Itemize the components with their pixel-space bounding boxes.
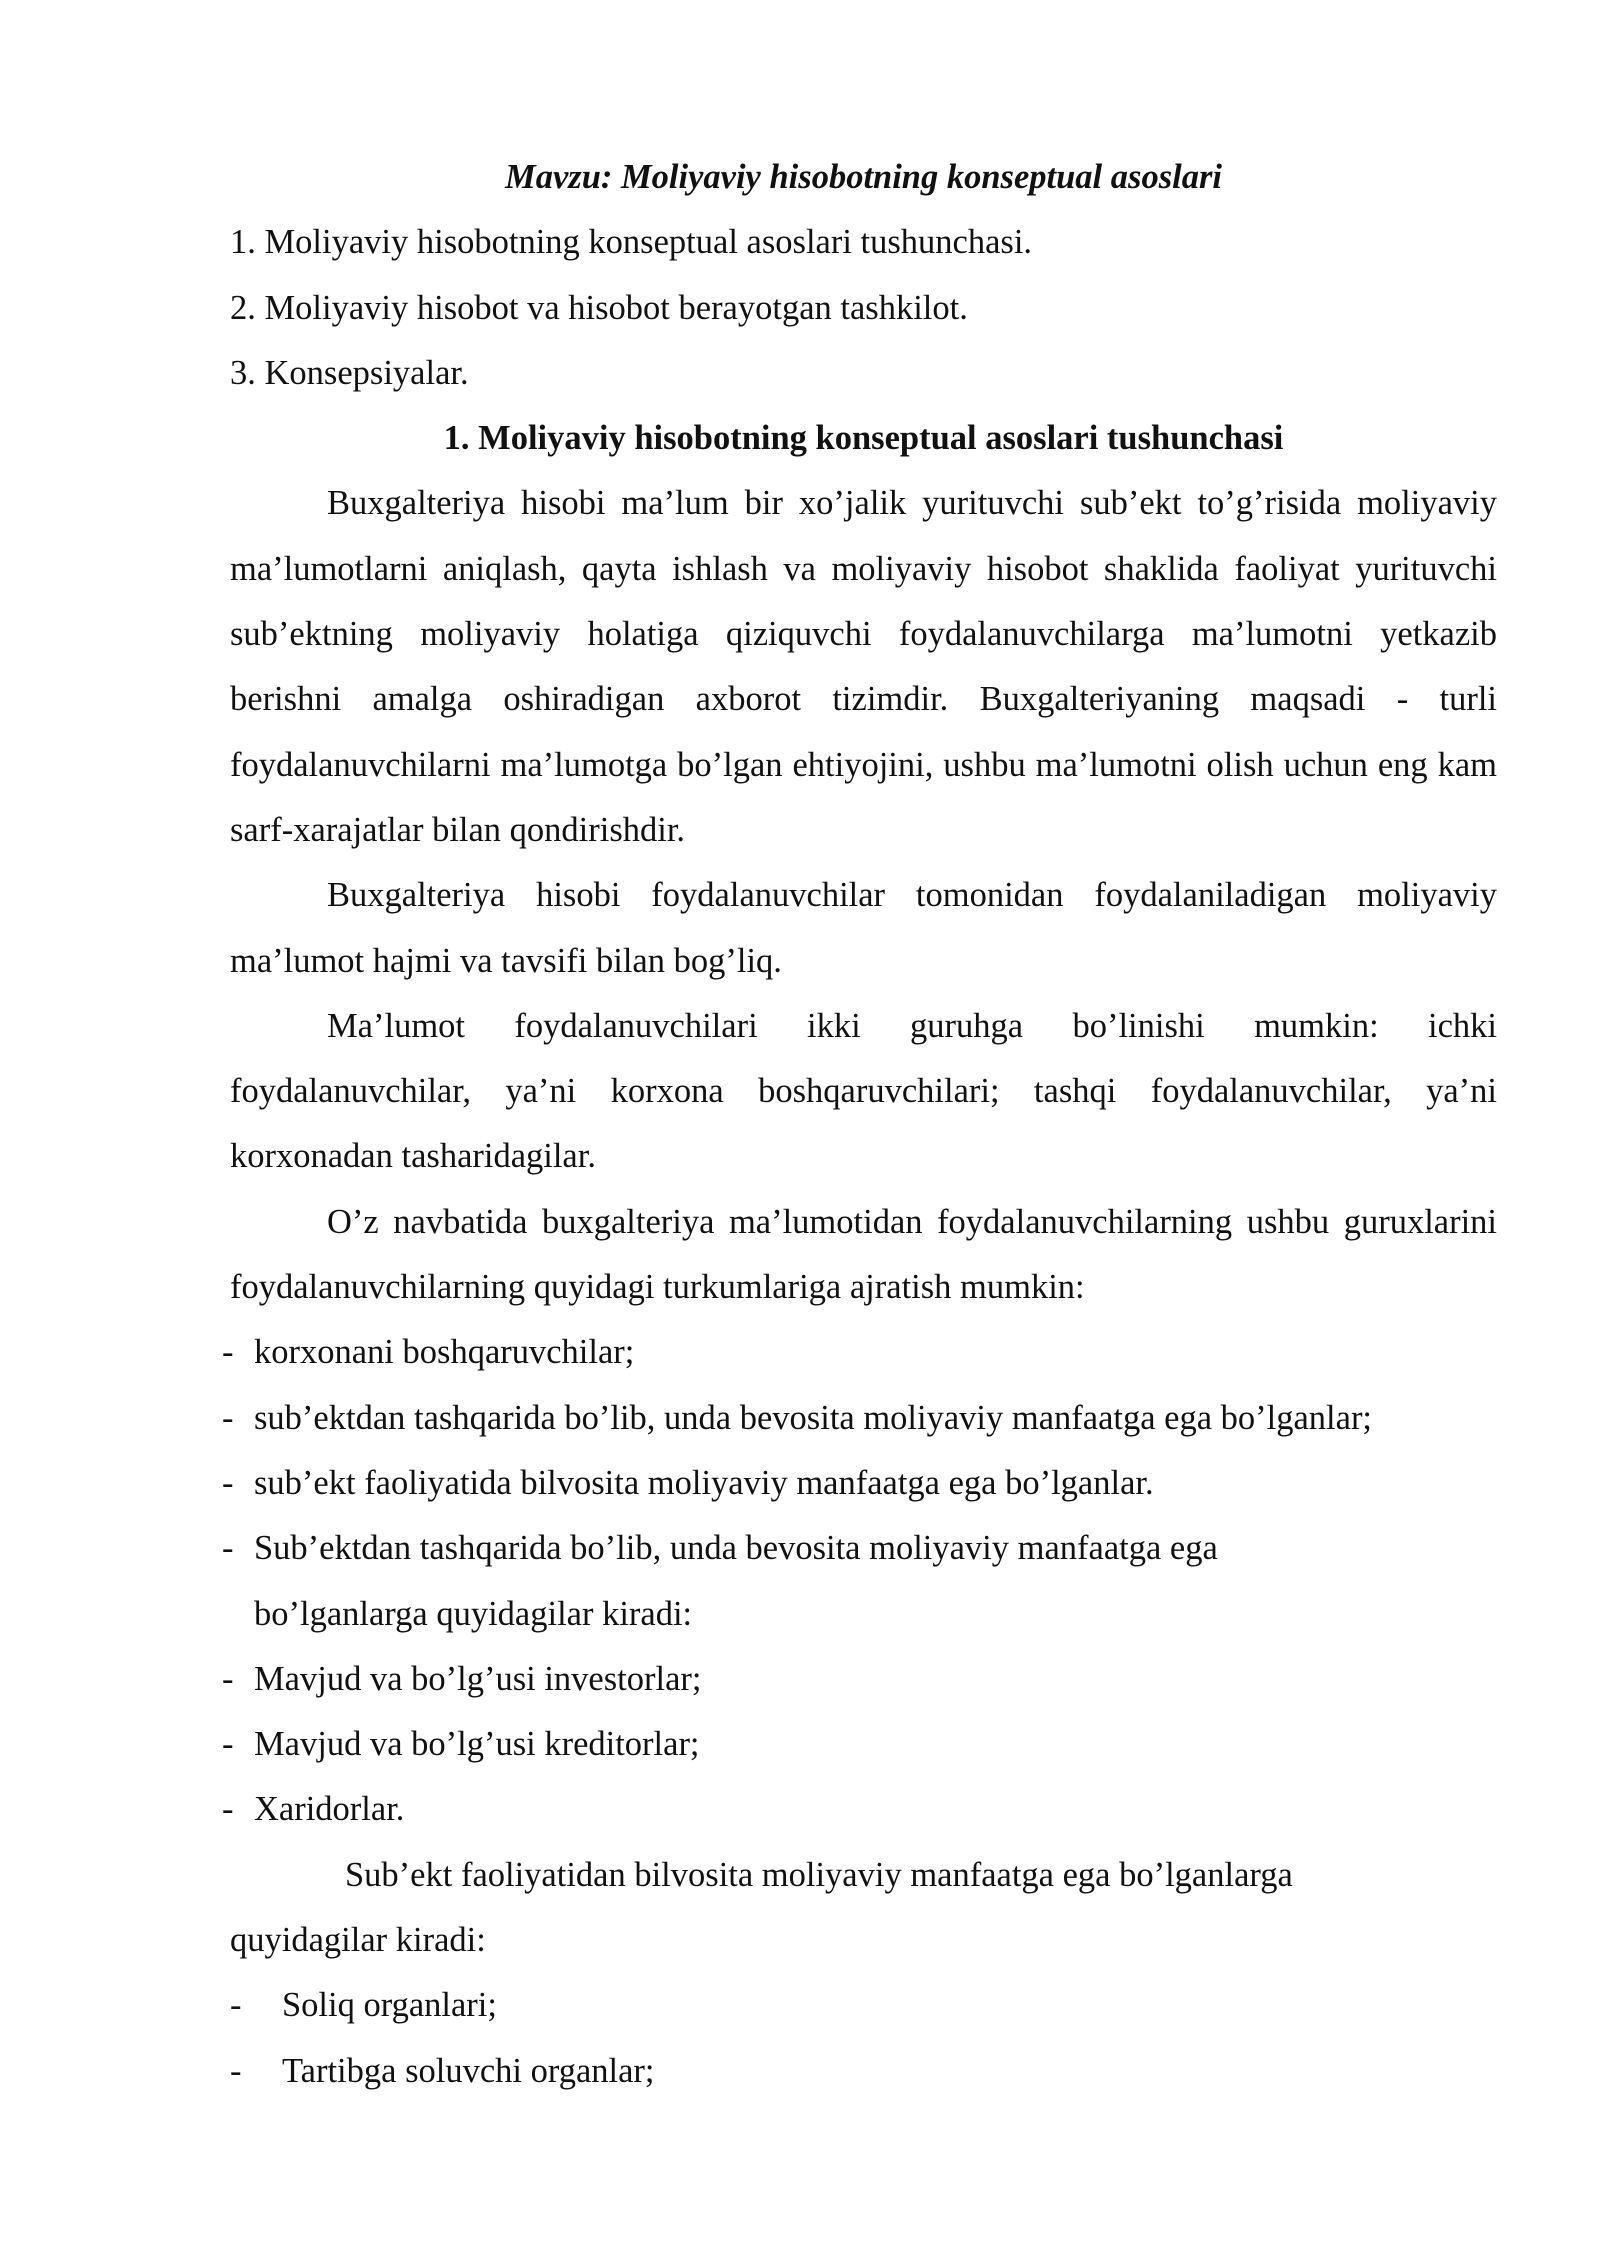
dash-marker: - xyxy=(222,1529,234,1568)
list-item-text: Xaridorlar. xyxy=(254,1790,405,1829)
list-item-text: Soliq organlari; xyxy=(282,1986,497,2025)
list-item-text: Mavjud va bo’lg’usi investorlar; xyxy=(254,1659,702,1698)
list-item xyxy=(222,1647,1497,1712)
dash-marker: - xyxy=(222,1398,234,1437)
document-title: Mavzu: Moliyaviy hisobotning konseptual asoslari xyxy=(505,158,1222,196)
dash-marker: - xyxy=(230,2051,242,2090)
list-item-text: korxonani boshqaruvchilar; xyxy=(254,1333,635,1372)
outline-item-2: 2. Moliyaviy hisobot va hisobot berayotgan tashkilot. xyxy=(230,288,968,327)
dash-marker: - xyxy=(222,1463,234,1502)
outline-item-3: 3. Konsepsiyalar. xyxy=(230,353,469,392)
paragraph-1: Buxgalteriya hisobi ma’lum bir xo’jalik yurituvchi sub’ekt to’g’risida moliyaviy ma’lumotlarni aniqlash, qayta ishlash va moliyaviy hisobot shaklida faoliyat yurituvchi sub’ektning moliyaviy holatiga qiziquvchi foydalanuvchilarga ma’lumotni yetkazib berishni amalga oshiradigan axborot tizimdir. Buxgalteriyaning maqsadi - turli foydalanuvchilarni ma’lumotga bo’lgan ehtiyojini, ushbu ma’lumotni olish uchun eng kam sarf-xarajatlar bilan qondirishdir. xyxy=(230,484,1497,849)
list-item xyxy=(222,1516,1497,1581)
list-item-text: sub’ektdan tashqarida bo’lib, unda bevosita moliyaviy manfaatga ega bo’lganlar; xyxy=(254,1398,1373,1437)
list-item xyxy=(222,1386,1497,1451)
dash-marker: - xyxy=(222,1333,234,1372)
list-item xyxy=(222,1320,1497,1385)
paragraph-4: O’z navbatida buxgalteriya ma’lumotidan foydalanuvchilarning ushbu guruxlarini foydalanuvchilarning quyidagi turkumlariga ajratish mumkin: xyxy=(230,1202,1497,1307)
dash-marker: - xyxy=(222,1659,234,1698)
closing-paragraph-line-1: Sub’ekt faoliyatidan bilvosita moliyaviy manfaatga ega bo’lganlarga xyxy=(345,1855,1293,1894)
list-item-continuation: bo’lganlarga quyidagilar kiradi: xyxy=(254,1594,693,1633)
outline-item-1: 1. Moliyaviy hisobotning konseptual asoslari tushunchasi. xyxy=(230,223,1033,262)
list-item xyxy=(222,1451,1497,1516)
paragraph-2: Buxgalteriya hisobi foydalanuvchilar tomonidan foydalaniladigan moliyaviy ma’lumot hajmi va tavsifi bilan bog’liq. xyxy=(230,876,1497,980)
document-body xyxy=(222,145,1497,2104)
list-item xyxy=(222,1712,1497,1777)
list-item xyxy=(230,1973,1497,2038)
dash-marker: - xyxy=(230,1986,242,2025)
list-item-text: sub’ekt faoliyatida bilvosita moliyaviy manfaatga ega bo’lganlar. xyxy=(254,1463,1154,1502)
section-heading: 1. Moliyaviy hisobotning konseptual asoslari tushunchasi xyxy=(443,419,1284,458)
list-item xyxy=(230,2039,1497,2104)
list-item xyxy=(222,1777,1497,1842)
list-item-text: Tartibga soluvchi organlar; xyxy=(282,2051,655,2090)
closing-paragraph-line-2: quyidagilar kiradi: xyxy=(230,1921,486,1960)
dash-marker: - xyxy=(222,1790,234,1829)
list-item-text: Sub’ektdan tashqarida bo’lib, unda bevosita moliyaviy manfaatga ega xyxy=(254,1529,1218,1568)
dash-marker: - xyxy=(222,1725,234,1764)
paragraph-3: Ma’lumot foydalanuvchilari ikki guruhga bo’linishi mumkin: ichki foydalanuvchilar, ya’ni korxona boshqaruvchilari; tashqi foydalanuvchilar, ya’ni korxonadan tasharidagilar. xyxy=(230,1006,1497,1176)
list-item-text: Mavjud va bo’lg’usi kreditorlar; xyxy=(254,1725,700,1764)
